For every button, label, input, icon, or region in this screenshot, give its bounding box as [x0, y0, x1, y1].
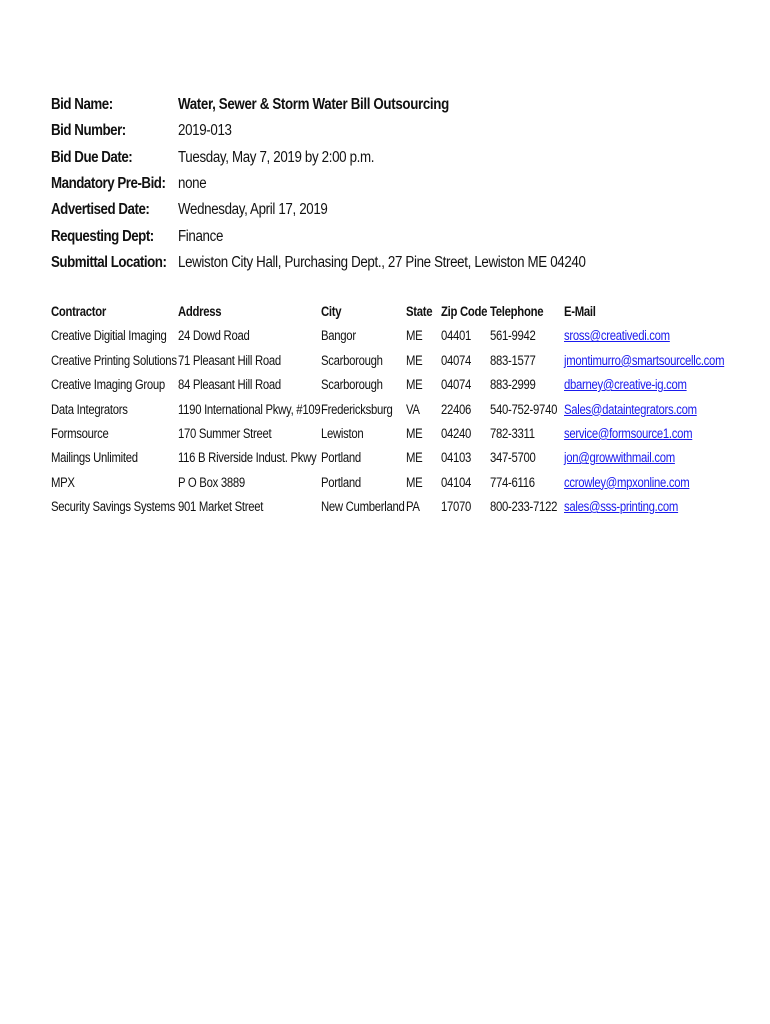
contractor-cell: Mailings Unlimited	[51, 450, 138, 466]
bid-number-value: 2019-013	[178, 122, 232, 140]
address-cell: P O Box 3889	[178, 474, 245, 490]
city-cell: Bangor	[321, 328, 356, 344]
phone-cell: 347-5700	[490, 450, 536, 466]
header-state: State	[406, 304, 433, 319]
bid-due-date-label: Bid Due Date:	[51, 148, 133, 166]
requesting-dept-row	[51, 223, 652, 249]
mandatory-pre-bid-row	[51, 171, 652, 197]
phone-cell: 782-3311	[490, 425, 535, 441]
address-cell: 24 Dowd Road	[178, 328, 250, 344]
zip-cell: 04074	[441, 352, 472, 368]
address-cell: 170 Summer Street	[178, 425, 272, 441]
zip-cell: 04104	[441, 474, 472, 490]
submittal-location-row	[51, 250, 652, 276]
table-row	[51, 446, 751, 470]
email-link[interactable]: service@formsource1.com	[564, 425, 693, 441]
phone-cell: 800-233-7122	[490, 499, 558, 515]
table-row	[51, 324, 751, 348]
address-cell: 71 Pleasant Hill Road	[178, 352, 281, 368]
city-cell: New Cumberland	[321, 499, 405, 515]
advertised-date-value: Wednesday, April 17, 2019	[178, 201, 328, 219]
contractor-cell: MPX	[51, 474, 75, 490]
contractor-table	[51, 300, 751, 520]
address-cell: 901 Market Street	[178, 499, 264, 515]
bid-name-value: Water, Sewer & Storm Water Bill Outsourcing	[178, 96, 449, 114]
table-row	[51, 398, 751, 422]
zip-cell: 04240	[441, 425, 472, 441]
address-cell: 116 B Riverside Indust. Pkwy	[178, 450, 317, 466]
table-row	[51, 349, 751, 373]
zip-cell: 04103	[441, 450, 472, 466]
state-cell: PA	[406, 499, 420, 515]
bid-info-block	[51, 92, 652, 276]
email-link[interactable]: sross@creativedi.com	[564, 328, 670, 344]
contractor-cell: Creative Digitial Imaging	[51, 328, 167, 344]
submittal-location-label: Submittal Location:	[51, 253, 167, 271]
table-row	[51, 471, 751, 495]
bid-due-date-value: Tuesday, May 7, 2019 by 2:00 p.m.	[178, 148, 375, 166]
table-row	[51, 422, 751, 446]
state-cell: ME	[406, 450, 423, 466]
contractor-cell: Security Savings Systems	[51, 499, 176, 515]
contractor-cell: Creative Printing Solutions	[51, 352, 177, 368]
city-cell: Fredericksburg	[321, 401, 393, 417]
phone-cell: 883-1577	[490, 352, 536, 368]
zip-cell: 22406	[441, 401, 472, 417]
bid-number-label: Bid Number:	[51, 122, 126, 140]
email-link[interactable]: ccrowley@mpxonline.com	[564, 474, 690, 490]
contractor-cell: Creative Imaging Group	[51, 377, 165, 393]
state-cell: ME	[406, 425, 423, 441]
state-cell: ME	[406, 377, 423, 393]
state-cell: ME	[406, 328, 423, 344]
zip-cell: 17070	[441, 499, 472, 515]
email-link[interactable]: sales@sss-printing.com	[564, 499, 679, 515]
city-cell: Scarborough	[321, 377, 383, 393]
contractor-cell: Formsource	[51, 425, 109, 441]
bid-name-row	[51, 92, 652, 118]
bid-name-label: Bid Name:	[51, 96, 113, 114]
table-row	[51, 373, 751, 397]
table-row	[51, 495, 751, 519]
contractor-cell: Data Integrators	[51, 401, 128, 417]
mandatory-pre-bid-label: Mandatory Pre-Bid:	[51, 175, 166, 193]
header-zip-code: Zip Code	[441, 304, 488, 319]
city-cell: Lewiston	[321, 425, 364, 441]
state-cell: VA	[406, 401, 420, 417]
advertised-date-label: Advertised Date:	[51, 201, 150, 219]
mandatory-pre-bid-value: none	[178, 175, 207, 193]
table-header-row	[51, 300, 751, 324]
phone-cell: 561-9942	[490, 328, 536, 344]
phone-cell: 774-6116	[490, 474, 535, 490]
header-contractor: Contractor	[51, 304, 107, 319]
submittal-location-value: Lewiston City Hall, Purchasing Dept., 27 Pine Street, Lewiston ME 04240	[178, 253, 586, 271]
email-link[interactable]: dbarney@creative-ig.com	[564, 377, 687, 393]
requesting-dept-label: Requesting Dept:	[51, 227, 154, 245]
email-link[interactable]: jon@growwithmail.com	[564, 450, 675, 466]
zip-cell: 04401	[441, 328, 472, 344]
header-telephone: Telephone	[490, 304, 544, 319]
phone-cell: 540-752-9740	[490, 401, 558, 417]
advertised-date-row	[51, 197, 652, 223]
phone-cell: 883-2999	[490, 377, 536, 393]
city-cell: Portland	[321, 450, 361, 466]
state-cell: ME	[406, 474, 423, 490]
city-cell: Scarborough	[321, 352, 383, 368]
bid-due-date-row	[51, 145, 652, 171]
state-cell: ME	[406, 352, 423, 368]
requesting-dept-value: Finance	[178, 227, 224, 245]
email-link[interactable]: jmontimurro@smartsourcellc.com	[564, 352, 725, 368]
city-cell: Portland	[321, 474, 361, 490]
header-city: City	[321, 304, 342, 319]
email-link[interactable]: Sales@dataintegrators.com	[564, 401, 697, 417]
address-cell: 84 Pleasant Hill Road	[178, 377, 281, 393]
header-address: Address	[178, 304, 222, 319]
zip-cell: 04074	[441, 377, 472, 393]
address-cell: 1190 International Pkwy, #109	[178, 401, 321, 417]
bid-number-row	[51, 118, 652, 144]
header-email: E-Mail	[564, 304, 596, 319]
